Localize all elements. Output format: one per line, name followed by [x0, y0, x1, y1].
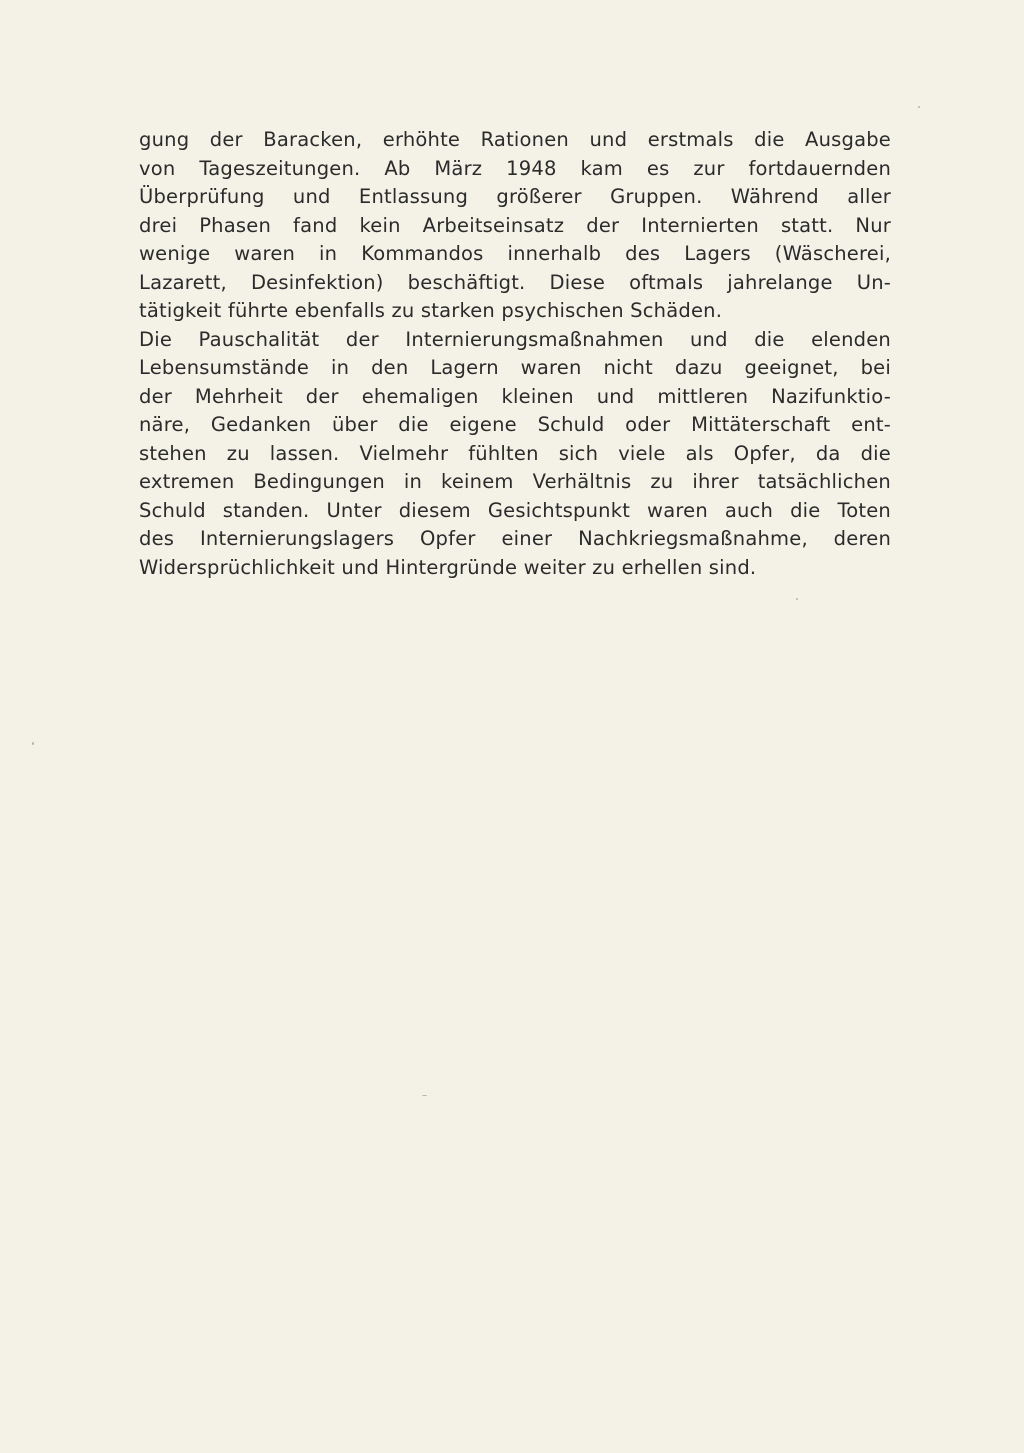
- text-line: Überprüfung und Entlassung größerer Gruppen. Während aller: [139, 185, 891, 208]
- text-line: Lazarett, Desinfektion) beschäftigt. Diese oftmals jahrelange Un-: [139, 270, 891, 294]
- text-line: Widersprüchlichkeit und Hintergründe weiter zu erhellen sind.: [139, 555, 757, 579]
- paper-speck: [32, 742, 34, 745]
- paragraph-2: [139, 326, 891, 583]
- text-line: der Mehrheit der ehemaligen kleinen und mittleren Nazifunktio-: [139, 384, 891, 408]
- text-line: Die Pauschalität der Internierungsmaßnahmen und die elenden: [139, 327, 891, 351]
- paper-speck: [918, 106, 920, 108]
- text-line: des Internierungslagers Opfer einer Nachkriegsmaßnahme, deren: [139, 527, 891, 550]
- text-line: gung der Baracken, erhöhte Rationen und erstmals die Ausgabe: [139, 128, 891, 151]
- text-line: näre, Gedanken über die eigene Schuld oder Mittäterschaft ent-: [139, 413, 891, 436]
- paragraph-1: [139, 126, 891, 326]
- text-line: extremen Bedingungen in keinem Verhältnis zu ihrer tatsächlichen: [139, 470, 891, 493]
- paper-speck: [796, 598, 798, 600]
- text-line: wenige waren in Kommandos innerhalb des Lagers (Wäscherei,: [139, 242, 891, 265]
- text-line: drei Phasen fand kein Arbeitseinsatz der Internierten statt. Nur: [139, 213, 891, 237]
- body-text: [139, 126, 891, 582]
- text-line: Schuld standen. Unter diesem Gesichtspunkt waren auch die Toten: [139, 498, 891, 522]
- text-line: tätigkeit führte ebenfalls zu starken psychischen Schäden.: [139, 299, 723, 322]
- text-line: von Tageszeitungen. Ab März 1948 kam es zur fortdauernden: [139, 156, 891, 180]
- text-line: Lebensumstände in den Lagern waren nicht dazu geeignet, bei: [139, 356, 891, 379]
- paper-speck: [422, 1095, 427, 1096]
- text-line: stehen zu lassen. Vielmehr fühlten sich viele als Opfer, da die: [139, 441, 891, 465]
